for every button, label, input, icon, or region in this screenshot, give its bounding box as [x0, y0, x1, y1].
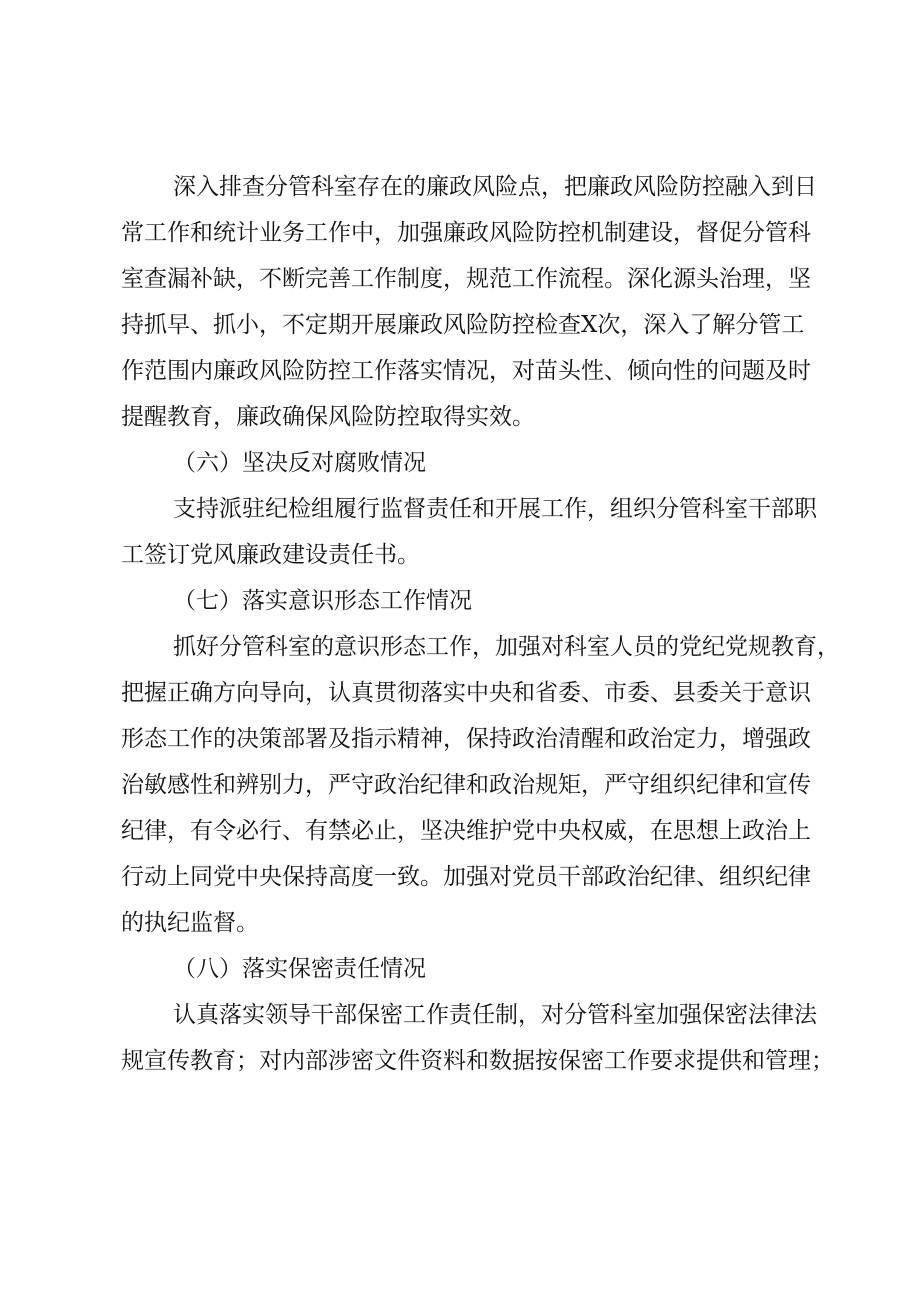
paragraph-ideology-line-5: 纪律，有令必行、有禁必止，坚决维护党中央权威，在思想上政治上 [121, 818, 811, 844]
paragraph-risk-line-4: 持抓早、抓小，不定期开展廉政风险防控检查X次，深入了解分管工 [121, 312, 805, 338]
section-heading-eight: （八）落实保密责任情况 [173, 956, 426, 982]
paragraph-risk-line-3: 室查漏补缺，不断完善工作制度，规范工作流程。深化源头治理，坚 [121, 266, 811, 292]
section-heading-seven: （七）落实意识形态工作情况 [173, 588, 472, 614]
paragraph-ideology-line-1: 抓好分管科室的意识形态工作，加强对科室人员的党纪党规教育， [173, 634, 840, 660]
paragraph-ideology-line-3: 形态工作的决策部署及指示精神，保持政治清醒和政治定力，增强政 [121, 726, 811, 752]
paragraph-risk-line-1: 深入排查分管科室存在的廉政风险点，把廉政风险防控融入到日 [173, 174, 817, 200]
paragraph-ideology-line-6: 行动上同党中央保持高度一致。加强对党员干部政治纪律、组织纪律 [121, 864, 811, 890]
paragraph-secrecy-line-2: 规宣传教育；对内部涉密文件资料和数据按保密工作要求提供和管理； [121, 1048, 834, 1074]
paragraph-risk-line-2: 常工作和统计业务工作中，加强廉政风险防控机制建设，督促分管科 [121, 220, 811, 246]
paragraph-risk-line-5: 作范围内廉政风险防控工作落实情况，对苗头性、倾向性的问题及时 [121, 358, 811, 384]
paragraph-anticorruption-line-2: 工签订党风廉政建设责任书。 [121, 542, 420, 568]
paragraph-ideology-line-2: 把握正确方向导向，认真贯彻落实中央和省委、市委、县委关于意识 [121, 680, 811, 706]
paragraph-anticorruption-line-1: 支持派驻纪检组履行监督责任和开展工作，组织分管科室干部职 [173, 496, 817, 522]
paragraph-ideology-line-4: 治敏感性和辨别力，严守政治纪律和政治规矩，严守组织纪律和宣传 [121, 772, 811, 798]
paragraph-ideology-line-7: 的执纪监督。 [121, 910, 259, 936]
paragraph-secrecy-line-1: 认真落实领导干部保密工作责任制，对分管科室加强保密法律法 [173, 1002, 817, 1028]
section-heading-six: （六）坚决反对腐败情况 [173, 450, 426, 476]
paragraph-risk-line-6: 提醒教育，廉政确保风险防控取得实效。 [121, 404, 535, 430]
